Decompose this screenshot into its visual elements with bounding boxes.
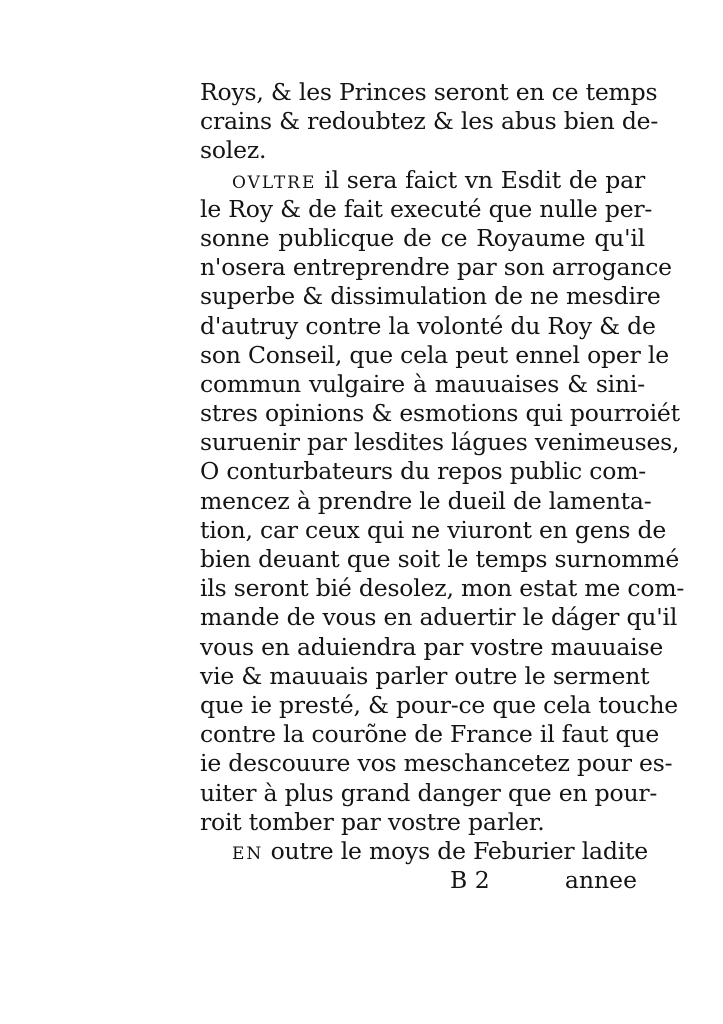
signature-mark: B 2 (450, 866, 490, 894)
small-caps-en: EN (232, 843, 264, 864)
text-line-rest: il sera faict vn Esdit de par (324, 165, 645, 194)
text-line: le Roy & de fait executé que nulle per- (200, 194, 653, 223)
text-line-rest: outre le moys de Feburier ladite (270, 836, 648, 865)
text-line: contre la courõne de France il faut que (200, 720, 660, 749)
text-line: uiter à plus grand danger que en pour- (200, 778, 658, 807)
text-line: O conturbateurs du repos public com- (200, 457, 647, 486)
text-line: crains & redoubtez & les abus bien de- (200, 107, 659, 136)
text-line: mencez à prendre le dueil de lamenta- (200, 486, 652, 515)
text-line: Roys, & les Princes seront en ce temps (200, 78, 658, 106)
text-line: suruenir par lesdites lágues venimeuses, (200, 428, 680, 457)
text-line: bien deuant que soit le temps surnommé (200, 545, 680, 573)
small-caps-oultre: OVLTRE (232, 172, 317, 193)
text-line: vous en aduiendra par vostre mauuaise (200, 632, 664, 661)
page-footer (200, 864, 645, 896)
text-line: que ie presté, & pour-ce que cela touche (200, 690, 678, 719)
text-line: ie descouure vos meschancetez pour es- (200, 749, 673, 778)
text-line: tion, car ceux qui ne viuront en gens de (200, 515, 667, 544)
text-line: stres opinions & esmotions qui pourroiét (200, 399, 680, 428)
text-line: solez. (200, 136, 267, 165)
text-line: ils seront bié desolez, mon estat me com- (200, 574, 685, 603)
text-line: commun vulgaire à mauuaises & sini- (200, 369, 645, 398)
paragraph-start-line (200, 836, 648, 866)
text-line: mande de vous en aduertir le dáger qu'il (200, 603, 678, 632)
text-line: son Conseil, que cela peut ennel oper le (200, 340, 669, 369)
text-line: d'autruy contre la volonté du Roy & de (200, 311, 656, 340)
text-line: superbe & dissimulation de ne mesdire (200, 282, 661, 311)
paragraph-start-line (200, 166, 645, 195)
text-block (200, 78, 685, 866)
text-line: vie & mauuais parler outre le serment (200, 661, 650, 690)
catchword: annee (564, 866, 637, 894)
text-line: n'osera entreprendre par son arrogance (200, 253, 672, 282)
text-line: sonne publicque de ce Royaume qu'il (200, 223, 645, 252)
text-line: roit tomber par vostre parler. (200, 807, 545, 836)
